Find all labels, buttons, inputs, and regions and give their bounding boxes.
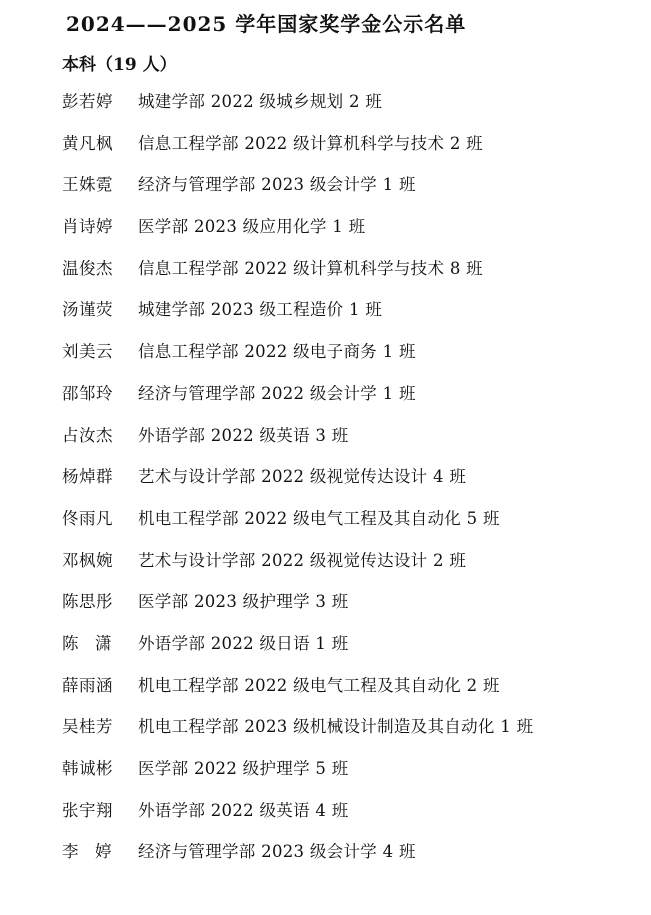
list-item: [62, 296, 642, 338]
recipient-department: 城建学部 2023 级工程造价 1 班: [138, 300, 383, 320]
recipient-name: 韩诚彬: [62, 759, 113, 778]
recipient-department: 机电工程学部 2023 级机械设计制造及其自动化 1 班: [138, 717, 534, 737]
recipient-department: 信息工程学部 2022 级计算机科学与技术 8 班: [138, 258, 483, 278]
recipient-department: 经济与管理学部 2022 级会计学 1 班: [138, 383, 416, 403]
recipient-name: 王姝霓: [62, 175, 113, 195]
list-item: [62, 422, 642, 464]
recipient-department: 医学部 2023 级应用化学 1 班: [138, 217, 366, 237]
recipient-name: 肖诗婷: [62, 217, 113, 237]
recipient-department: 艺术与设计学部 2022 级视觉传达设计 2 班: [138, 550, 467, 570]
list-item: [62, 547, 642, 589]
list-item: [62, 713, 642, 755]
recipient-department: 经济与管理学部 2023 级会计学 4 班: [138, 842, 416, 862]
recipient-name: 黄凡枫: [62, 133, 113, 153]
recipient-department: 信息工程学部 2022 级计算机科学与技术 2 班: [138, 133, 483, 153]
page-title: 2024——2025 学年国家奖学金公示名单: [66, 12, 467, 36]
recipient-list: [62, 88, 642, 880]
recipient-name: 张宇翔: [62, 800, 113, 820]
recipient-department: 外语学部 2022 级日语 1 班: [138, 633, 349, 653]
list-item: [62, 130, 642, 172]
recipient-department: 医学部 2023 级护理学 3 班: [138, 592, 349, 612]
recipient-department: 城建学部 2022 级城乡规划 2 班: [138, 92, 383, 111]
list-item: [62, 171, 642, 213]
recipient-name: 刘美云: [62, 342, 113, 362]
list-item: [62, 88, 642, 130]
recipient-name: 薛雨涵: [62, 675, 113, 695]
recipient-department: 艺术与设计学部 2022 级视觉传达设计 4 班: [138, 467, 467, 487]
list-item: [62, 338, 642, 380]
list-item: [62, 505, 642, 547]
section-heading: 本科（19 人）: [62, 55, 177, 75]
recipient-department: 外语学部 2022 级英语 4 班: [138, 800, 349, 820]
recipient-department: 机电工程学部 2022 级电气工程及其自动化 5 班: [138, 508, 500, 528]
recipient-department: 信息工程学部 2022 级电子商务 1 班: [138, 342, 416, 362]
list-item: [62, 755, 642, 797]
recipient-name: 吴桂芳: [62, 717, 113, 737]
list-item: [62, 463, 642, 505]
recipient-department: 外语学部 2022 级英语 3 班: [138, 425, 349, 445]
list-item: [62, 838, 642, 880]
recipient-name: 李 婷: [62, 842, 112, 862]
recipient-department: 经济与管理学部 2023 级会计学 1 班: [138, 175, 416, 195]
list-item: [62, 255, 642, 297]
recipient-name: 占汝杰: [62, 425, 113, 445]
list-item: [62, 213, 642, 255]
recipient-name: 佟雨凡: [62, 508, 113, 528]
recipient-name: 杨焯群: [62, 467, 113, 487]
list-item: [62, 588, 642, 630]
recipient-name: 温俊杰: [62, 258, 113, 278]
recipient-name: 陈思彤: [62, 592, 113, 612]
recipient-name: 汤谨荧: [62, 300, 113, 320]
list-item: [62, 380, 642, 422]
list-item: [62, 630, 642, 672]
list-item: [62, 672, 642, 714]
recipient-name: 陈 潇: [62, 633, 112, 653]
recipient-name: 邓枫婉: [62, 550, 113, 570]
list-item: [62, 797, 642, 839]
recipient-department: 医学部 2022 级护理学 5 班: [138, 759, 349, 778]
recipient-name: 邵邹玲: [62, 383, 113, 403]
recipient-department: 机电工程学部 2022 级电气工程及其自动化 2 班: [138, 675, 500, 695]
recipient-name: 彭若婷: [62, 92, 113, 111]
